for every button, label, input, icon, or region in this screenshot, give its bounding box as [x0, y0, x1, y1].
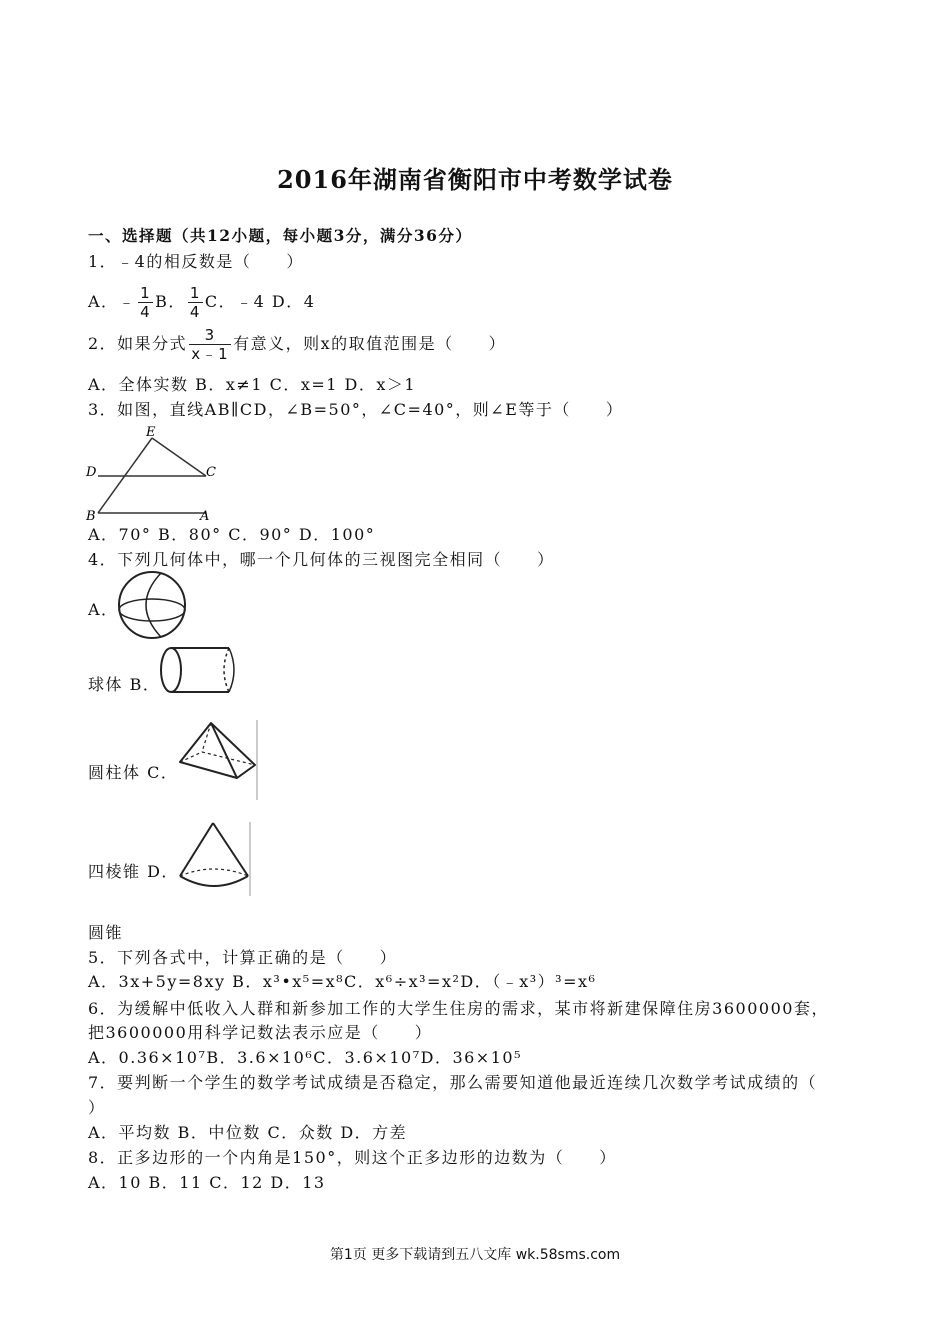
question-6-stem-line1: 6．为缓解中低收入人群和新参加工作的大学生住房的需求，某市将新建保障住房3600000套， — [88, 999, 829, 1018]
label-d: D — [86, 465, 97, 480]
frac-denominator: x﹣1 — [191, 345, 230, 363]
frac-denominator: 4 — [140, 303, 152, 321]
label-c: C — [206, 465, 216, 480]
sphere-figure — [117, 570, 189, 642]
question-8-stem: 8．正多边形的一个内角是150°，则这个正多边形的边数为（ ） — [88, 1148, 617, 1167]
q4-option-d-label: 四棱锥 D． — [88, 862, 179, 881]
question-1-stem: 1．﹣4的相反数是（ ） — [88, 252, 304, 271]
q1-fraction-a — [138, 284, 153, 321]
question-5-stem: 5．下列各式中，计算正确的是（ ） — [88, 948, 398, 967]
q4-option-a-label: A． — [88, 600, 119, 619]
q2-suffix: 有意义，则x的取值范围是（ ） — [233, 334, 507, 353]
q3-parallel-lines-figure — [84, 424, 224, 524]
frac-numerator: 3 — [189, 326, 231, 345]
question-4-stem: 4．下列几何体中，哪一个几何体的三视图完全相同（ ） — [88, 550, 555, 569]
question-3-stem: 3．如图，直线AB∥CD，∠B=50°，∠C=40°，则∠E等于（ ） — [88, 400, 624, 419]
cylinder-figure — [157, 646, 237, 698]
q1-option-a-prefix: A．﹣ — [88, 292, 137, 311]
question-1-options — [88, 284, 315, 321]
line-ec — [152, 438, 206, 476]
question-7-options: A．平均数 B．中位数 C．众数 D．方差 — [88, 1123, 408, 1142]
q4-option-b-label: 球体 B． — [88, 675, 161, 694]
label-b: B — [86, 509, 96, 524]
q1-option-b-prefix: B． — [155, 292, 186, 311]
frac-numerator: 1 — [140, 284, 152, 302]
q2-prefix: 2．如果分式 — [88, 334, 188, 353]
page-title: 2016年湖南省衡阳市中考数学试卷 — [277, 165, 673, 194]
question-6-options: A．0.36×10⁷B．3.6×10⁶C．3.6×10⁷D．36×10⁵ — [88, 1048, 522, 1067]
page-footer: 第1页 更多下载请到五八文库 wk.58sms.com — [329, 1247, 621, 1263]
question-6-stem-line2: 把3600000用科学记数法表示应是（ ） — [88, 1023, 433, 1042]
question-8-options: A．10 B．11 C．12 D．13 — [88, 1173, 326, 1192]
cone-figure — [176, 820, 254, 898]
question-5-options: A．3x+5y=8xy B．x³•x⁵=x⁸C．x⁶÷x³=x²D．（﹣x³）³=x⁶ — [88, 972, 597, 991]
question-3-options: A．70° B．80° C．90° D．100° — [88, 525, 376, 544]
q1-fraction-b — [188, 284, 203, 321]
q4-option-c-label: 圆柱体 C． — [88, 763, 179, 782]
q2-fraction — [189, 326, 231, 363]
question-2-stem — [88, 326, 506, 363]
section-heading: 一、选择题（共12小题，每小题3分，满分36分） — [88, 226, 473, 245]
question-7-stem-line2: ） — [88, 1098, 106, 1117]
q4-option-d-name: 圆锥 — [88, 923, 124, 942]
question-2-options: A．全体实数 B．x≠1 C．x=1 D．x＞1 — [88, 375, 417, 394]
q1-options-rest: C．﹣4 D．4 — [204, 292, 316, 311]
question-7-stem-line1: 7．要判断一个学生的数学考试成绩是否稳定，那么需要知道他最近连续几次数学考试成绩的（ — [88, 1073, 818, 1092]
frac-denominator: 4 — [189, 303, 201, 321]
label-a: A — [200, 509, 210, 524]
label-e: E — [146, 425, 156, 440]
frac-numerator: 1 — [189, 284, 201, 302]
pyramid-figure — [175, 720, 265, 802]
